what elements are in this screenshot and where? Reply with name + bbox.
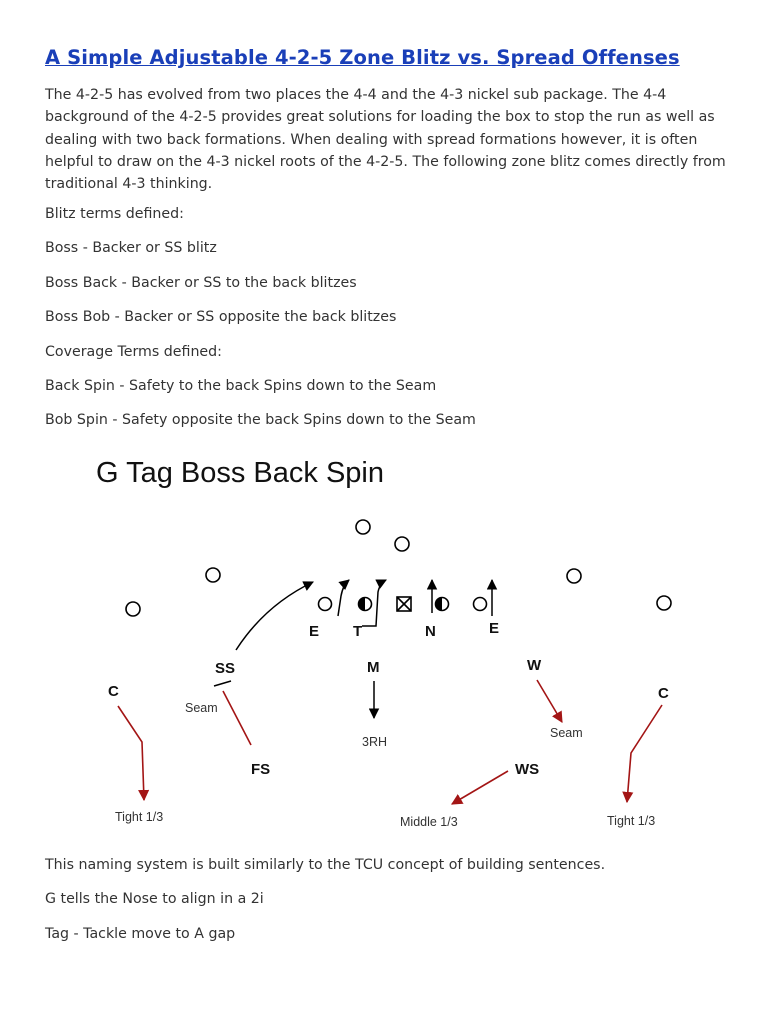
c-right-route bbox=[627, 705, 662, 802]
w-seam-route bbox=[537, 680, 562, 722]
tackle-arrow bbox=[362, 580, 386, 626]
offense-player-wide-left bbox=[126, 602, 140, 616]
ss-blitz-arrow bbox=[236, 582, 313, 650]
article-title[interactable]: A Simple Adjustable 4-2-5 Zone Blitz vs. Spread Offenses bbox=[45, 46, 680, 69]
offense-player-qb-deep bbox=[356, 520, 370, 534]
offense-player-te-right bbox=[474, 598, 487, 611]
diagram-title: G Tag Boss Back Spin bbox=[96, 457, 385, 489]
assignment-tight-left: Tight 1/3 bbox=[115, 810, 164, 824]
coverage-term-back-spin: Back Spin - Safety to the back Spins down to the Seam bbox=[45, 378, 437, 394]
blitz-term-boss-bob: Boss Bob - Backer or SS opposite the back blitzes bbox=[45, 309, 397, 325]
c-left-route bbox=[118, 706, 144, 800]
label-end-right: E bbox=[489, 620, 500, 637]
assignment-seam-right: Seam bbox=[550, 726, 583, 740]
blitz-terms-heading: Blitz terms defined: bbox=[45, 206, 184, 222]
blitz-term-boss-back: Boss Back - Backer or SS to the back blitzes bbox=[45, 275, 357, 291]
coverage-terms-heading: Coverage Terms defined: bbox=[45, 344, 222, 360]
offense-player-back bbox=[395, 537, 409, 551]
label-free-safety: FS bbox=[251, 761, 271, 778]
ws-middle-route bbox=[452, 771, 508, 804]
assignment-seam-left: Seam bbox=[185, 701, 218, 715]
label-end-left: E bbox=[309, 623, 320, 640]
offense-player-slot-right bbox=[567, 569, 581, 583]
label-corner-left: C bbox=[108, 683, 119, 700]
label-mike: M bbox=[367, 659, 380, 676]
assignment-middle: Middle 1/3 bbox=[400, 815, 458, 829]
coverage-term-bob-spin: Bob Spin - Safety opposite the back Spins down to the Seam bbox=[45, 412, 476, 428]
label-ss: SS bbox=[215, 660, 236, 677]
fs-spin-route bbox=[223, 691, 251, 745]
label-corner-right: C bbox=[658, 685, 669, 702]
label-tackle: T bbox=[353, 623, 363, 640]
label-will: W bbox=[527, 657, 542, 674]
closing-line-3: Tag - Tackle move to A gap bbox=[45, 926, 236, 942]
offense-player-slot-left bbox=[206, 568, 220, 582]
intro-paragraph: The 4-2-5 has evolved from two places the 4-4 and the 4-3 nickel sub package. The 4-4 background of the 4-2-5 provides great solutions for loading the box to stop the run as well as dealing with two back formations. When dealing with spread formations however, it is often helpful to draw on the 4-3 nickel roots of the 4-2-5. The following zone blitz comes directly from traditional 4-3 thinking. bbox=[45, 87, 726, 193]
closing-line-2: G tells the Nose to align in a 2i bbox=[45, 891, 264, 907]
assignment-tight-right: Tight 1/3 bbox=[607, 814, 656, 828]
offense-players bbox=[126, 520, 671, 616]
assignment-3rh: 3RH bbox=[362, 735, 388, 749]
ss-seam-tick bbox=[214, 681, 231, 686]
offense-player-wide-right bbox=[657, 596, 671, 610]
end-left-arrow bbox=[338, 580, 349, 616]
coverage-routes bbox=[118, 680, 662, 804]
blitz-term-boss: Boss - Backer or SS blitz bbox=[45, 240, 217, 256]
closing-line-1: This naming system is built similarly to the TCU concept of building sentences. bbox=[45, 857, 606, 873]
offense-player-center bbox=[397, 597, 411, 611]
label-weak-safety: WS bbox=[515, 761, 540, 778]
offense-player-te-left bbox=[319, 598, 332, 611]
label-nose: N bbox=[425, 623, 436, 640]
play-diagram bbox=[60, 440, 720, 840]
